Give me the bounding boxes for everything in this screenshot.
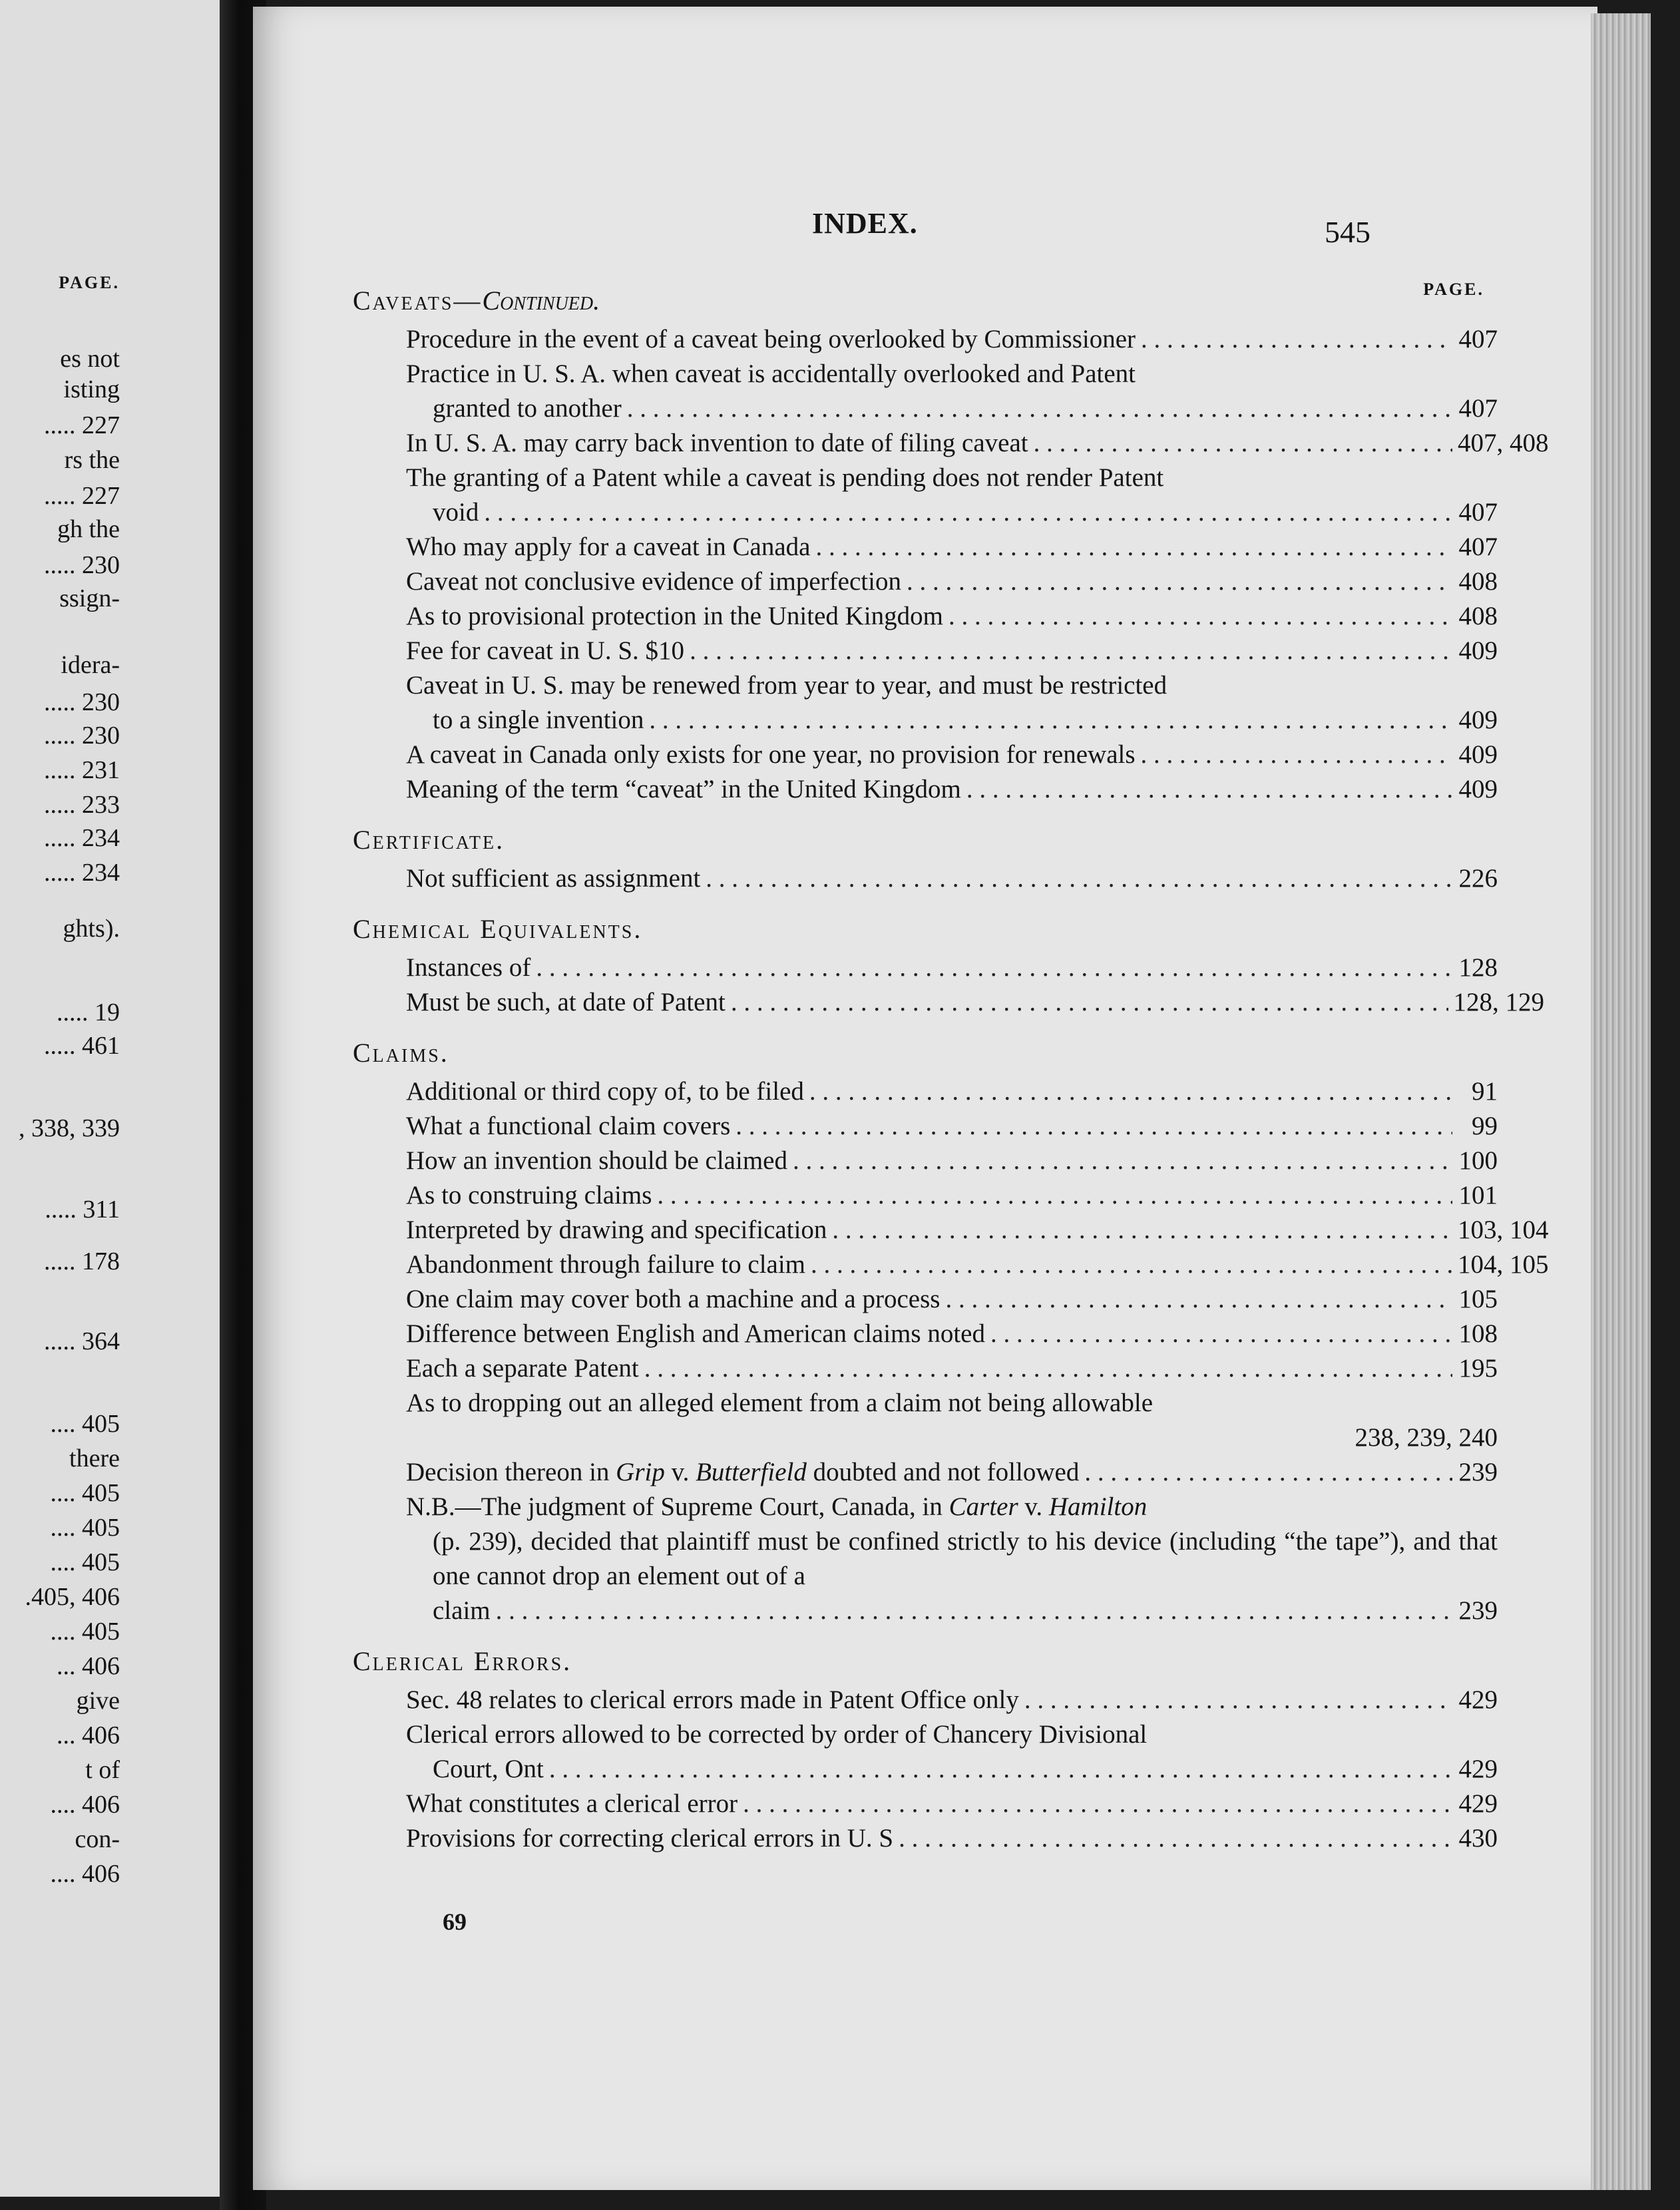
index-entry-line (406, 1386, 1498, 1421)
entry-text: Fee for caveat in U. S. $10 (406, 636, 685, 665)
entry-text: Decision thereon in Grip v. Butterfield doubted and not followed (406, 1458, 1080, 1486)
entry-pages: 105 (1458, 1285, 1498, 1313)
leader-dots (1141, 322, 1452, 357)
leader-dots (948, 599, 1452, 634)
entry-text: In U. S. A. may carry back invention to date of filing caveat (406, 429, 1028, 457)
index-section (353, 284, 1549, 807)
left-page-line: .... 405 (50, 1514, 120, 1542)
entry-text: Meaning of the term “caveat” in the United Kingdom (406, 775, 961, 803)
note-body: (p. 239), decided that plaintiff must be confined strictly to his device (including “the tape”), and that one cannot drop an element out of a (433, 1527, 1498, 1590)
page-number: 545 (1325, 215, 1370, 249)
entry-pages: 430 (1458, 1824, 1498, 1853)
leader-dots (811, 1247, 1452, 1282)
entry-text: The granting of a Patent while a caveat is pending does not render Patent (406, 463, 1164, 492)
entry-text: Additional or third copy of, to be filed (406, 1077, 804, 1106)
note-first-line: N.B.—The judgment of Supreme Court, Canada, in Carter v. Hamilton (406, 1492, 1148, 1521)
entry-pages: 239 (1458, 1596, 1498, 1625)
index-entry (353, 1386, 1498, 1455)
entry-pages: 408 (1458, 602, 1498, 630)
entry-pages: 238, 239, 240 (1355, 1423, 1498, 1452)
case-name: Hamilton (1048, 1492, 1148, 1521)
index-entry (406, 738, 1498, 772)
entry-pages: 108 (1458, 1319, 1498, 1348)
entry-text: What constitutes a clerical error (406, 1789, 738, 1818)
index-entry (406, 1178, 1498, 1213)
index-entry-continuation (406, 1752, 1498, 1787)
left-page-line: .... 405 (50, 1479, 120, 1507)
leader-dots (627, 391, 1452, 426)
left-page-line: t of (85, 1756, 120, 1784)
index-entry (406, 1317, 1498, 1351)
index-entry (353, 461, 1498, 530)
entry-pages: 101 (1458, 1181, 1498, 1210)
left-page-line: ..... 227 (44, 411, 120, 439)
entry-text: Provisions for correcting clerical errors in U. S (406, 1824, 894, 1853)
leader-dots (1034, 426, 1452, 461)
entry-pages: 99 (1472, 1112, 1498, 1140)
entry-text: Practice in U. S. A. when caveat is accidentally overlooked and Patent (406, 359, 1136, 388)
entry-text: Difference between English and American claims noted (406, 1319, 985, 1348)
leader-dots (706, 861, 1452, 896)
index-entry-line (406, 461, 1498, 495)
index-entry (406, 985, 1545, 1020)
leader-dots (816, 530, 1453, 564)
entry-text: Clerical errors allowed to be corrected by order of Chancery Divisional (406, 1720, 1148, 1749)
leader-dots (945, 1282, 1452, 1317)
entry-continuation: granted to another (433, 394, 622, 423)
index-entry (406, 1213, 1549, 1247)
entry-pages: 429 (1458, 1685, 1498, 1714)
entry-pages: 408 (1458, 567, 1498, 596)
leader-dots (907, 564, 1452, 599)
case-name: Butterfield (696, 1458, 807, 1486)
entry-text: Sec. 48 relates to clerical errors made in Patent Office only (406, 1685, 1019, 1714)
entry-text: Caveat in U. S. may be renewed from year to year, and must be restricted (406, 671, 1167, 700)
entry-text: Procedure in the event of a caveat being overlooked by Commissioner (406, 325, 1136, 353)
entry-pages: 407, 408 (1458, 429, 1549, 457)
index-entry (406, 1821, 1498, 1856)
entry-pages: 429 (1458, 1789, 1498, 1818)
note-last-text: claim (433, 1596, 491, 1625)
index-entry (406, 530, 1498, 564)
index-entry (406, 599, 1498, 634)
entry-continuation: Court, Ont (433, 1755, 544, 1783)
leader-dots (536, 951, 1452, 985)
index-entry (406, 1683, 1498, 1717)
leader-dots (1141, 738, 1452, 772)
left-page-line: ..... 234 (44, 859, 120, 887)
leader-dots (649, 703, 1452, 738)
entry-pages: 239 (1458, 1458, 1498, 1486)
leader-dots (657, 1178, 1452, 1213)
index-section (353, 912, 1545, 1020)
signature-mark: 69 (443, 1908, 467, 1935)
index-section (353, 823, 1498, 896)
left-page-line: , 338, 339 (19, 1114, 120, 1142)
note-entry (406, 1490, 1498, 1628)
index-entry (406, 1787, 1498, 1821)
leader-dots (484, 495, 1452, 530)
leader-dots (966, 772, 1452, 807)
left-page-line: con- (75, 1825, 120, 1853)
leader-dots (1024, 1683, 1452, 1717)
left-page-line: ..... 227 (44, 482, 120, 510)
left-page-line: ..... 230 (44, 722, 120, 750)
running-title: INDEX. (812, 207, 918, 240)
entry-pages: 409 (1458, 636, 1498, 665)
left-page-line: ..... 364 (44, 1327, 120, 1355)
left-page-line: ..... 230 (44, 688, 120, 716)
entry-pages: 103, 104 (1458, 1216, 1549, 1244)
index-entry (406, 772, 1498, 807)
index-entry-line (406, 668, 1498, 703)
left-page-line: .... 405 (50, 1548, 120, 1576)
left-page-line: there (69, 1444, 120, 1472)
leader-dots (809, 1074, 1452, 1109)
entry-pages: 409 (1458, 706, 1498, 734)
entry-pages: 128 (1458, 953, 1498, 982)
left-page-line: ..... 461 (44, 1032, 120, 1060)
leader-dots (644, 1351, 1452, 1386)
left-page-line: ghts). (63, 915, 120, 943)
left-page-line: .... 405 (50, 1410, 120, 1438)
note-last-line (433, 1594, 1498, 1628)
left-page-line: .405, 406 (25, 1583, 120, 1611)
entry-continuation: to a single invention (433, 706, 644, 734)
left-page-line: ..... 234 (44, 824, 120, 852)
left-page-line: es not (60, 345, 120, 373)
left-page-line: give (76, 1687, 120, 1715)
left-page-line: ..... 311 (45, 1196, 120, 1223)
left-page-line: ..... 231 (44, 756, 120, 784)
left-page-line: rs the (64, 446, 120, 474)
leader-dots (832, 1213, 1452, 1247)
index-entry (406, 1351, 1498, 1386)
entry-pages: 100 (1458, 1146, 1498, 1175)
index-entry (406, 1074, 1498, 1109)
entry-pages: 128, 129 (1453, 988, 1545, 1016)
entry-text: As to dropping out an alleged element from a claim not being allowable (406, 1389, 1154, 1417)
entry-text: Who may apply for a caveat in Canada (406, 533, 811, 561)
entry-pages: 409 (1458, 740, 1498, 769)
index-entry (406, 322, 1498, 357)
left-page-line: ..... 19 (57, 998, 120, 1026)
section-heading: Claims. (353, 1038, 449, 1068)
index-section (353, 1644, 1498, 1856)
leader-dots (690, 634, 1452, 668)
index-sections (353, 284, 1549, 1856)
index-entry (353, 357, 1498, 426)
index-entry-continuation (406, 495, 1498, 530)
left-page-line: .... 405 (50, 1618, 120, 1646)
leader-dots (1084, 1455, 1452, 1490)
leader-dots (743, 1787, 1452, 1821)
index-body (353, 280, 1549, 1856)
entry-text: Caveat not conclusive evidence of imperfection (406, 567, 901, 596)
left-page-line: gh the (57, 515, 120, 543)
index-entry (406, 951, 1498, 985)
leader-dots (549, 1752, 1452, 1787)
entry-text: One claim may cover both a machine and a process (406, 1285, 941, 1313)
index-section (353, 1036, 1549, 1628)
index-entry (406, 1282, 1498, 1317)
index-entry (406, 1144, 1498, 1178)
entry-text: Not sufficient as assignment (406, 864, 701, 893)
index-entry (353, 668, 1498, 738)
section-heading: Caveats—Continued. (353, 286, 600, 316)
index-entry (406, 1455, 1498, 1490)
entry-continuation: void (433, 498, 479, 527)
section-heading-continued: Continued. (482, 286, 600, 316)
left-page-line: .... 406 (50, 1860, 120, 1888)
page-column-label: PAGE. (1423, 280, 1484, 299)
left-page-line: isting (63, 375, 120, 403)
left-page-label: PAGE. (59, 273, 120, 292)
entry-text: Each a separate Patent (406, 1354, 639, 1383)
section-heading: Certificate. (353, 825, 505, 855)
index-entry (406, 634, 1498, 668)
section-heading: Chemical Equivalents. (353, 914, 643, 944)
index-entry-line (406, 1717, 1498, 1752)
leader-dots (899, 1821, 1452, 1856)
entry-pages: 104, 105 (1458, 1250, 1549, 1279)
entry-pages: 91 (1472, 1077, 1498, 1106)
entry-text: Must be such, at date of Patent (406, 988, 726, 1016)
entry-pages: 407 (1458, 394, 1498, 423)
index-entry (353, 1717, 1498, 1787)
index-page (253, 7, 1597, 2190)
case-name: Carter (948, 1492, 1018, 1521)
entry-text: What a functional claim covers (406, 1112, 731, 1140)
entry-pages: 407 (1458, 325, 1498, 353)
left-page-line: .... 406 (50, 1791, 120, 1819)
entry-pages: 409 (1458, 775, 1498, 803)
entry-text: As to construing claims (406, 1181, 652, 1210)
entry-pages: 407 (1458, 533, 1498, 561)
index-entry (406, 564, 1498, 599)
index-entry (406, 1109, 1498, 1144)
facing-page-left (0, 0, 220, 2197)
left-page-line: ... 406 (57, 1652, 120, 1680)
entry-pages: 429 (1458, 1755, 1498, 1783)
left-page-line: ..... 233 (44, 791, 120, 819)
entry-text: As to provisional protection in the United Kingdom (406, 602, 943, 630)
leader-dots (793, 1144, 1452, 1178)
leader-dots (990, 1317, 1452, 1351)
left-page-line: ssign- (59, 584, 120, 612)
entry-text: How an invention should be claimed (406, 1146, 787, 1175)
left-page-line: ..... 178 (44, 1247, 120, 1275)
entry-text: Abandonment through failure to claim (406, 1250, 806, 1279)
left-page-line: ..... 230 (44, 551, 120, 579)
entry-text: A caveat in Canada only exists for one year, no provision for renewals (406, 740, 1136, 769)
left-page-line: idera- (61, 651, 120, 679)
entry-text: Interpreted by drawing and specification (406, 1216, 827, 1244)
case-name: Grip (616, 1458, 665, 1486)
index-entry-line (406, 357, 1498, 391)
index-entry (406, 426, 1549, 461)
leader-dots (735, 1109, 1452, 1144)
entry-pages: 407 (1458, 498, 1498, 527)
section-heading: Clerical Errors. (353, 1646, 572, 1676)
left-page-line: ... 406 (57, 1721, 120, 1749)
leader-dots (731, 985, 1448, 1020)
index-entry (406, 1247, 1549, 1282)
index-entry (406, 861, 1498, 896)
index-entry-continuation (406, 391, 1498, 426)
index-entry-continuation (406, 703, 1498, 738)
leader-dots (496, 1594, 1452, 1628)
page-edges (1591, 13, 1651, 2190)
entry-text: Instances of (406, 953, 531, 982)
entry-pages: 195 (1458, 1354, 1498, 1383)
entry-pages: 226 (1458, 864, 1498, 893)
